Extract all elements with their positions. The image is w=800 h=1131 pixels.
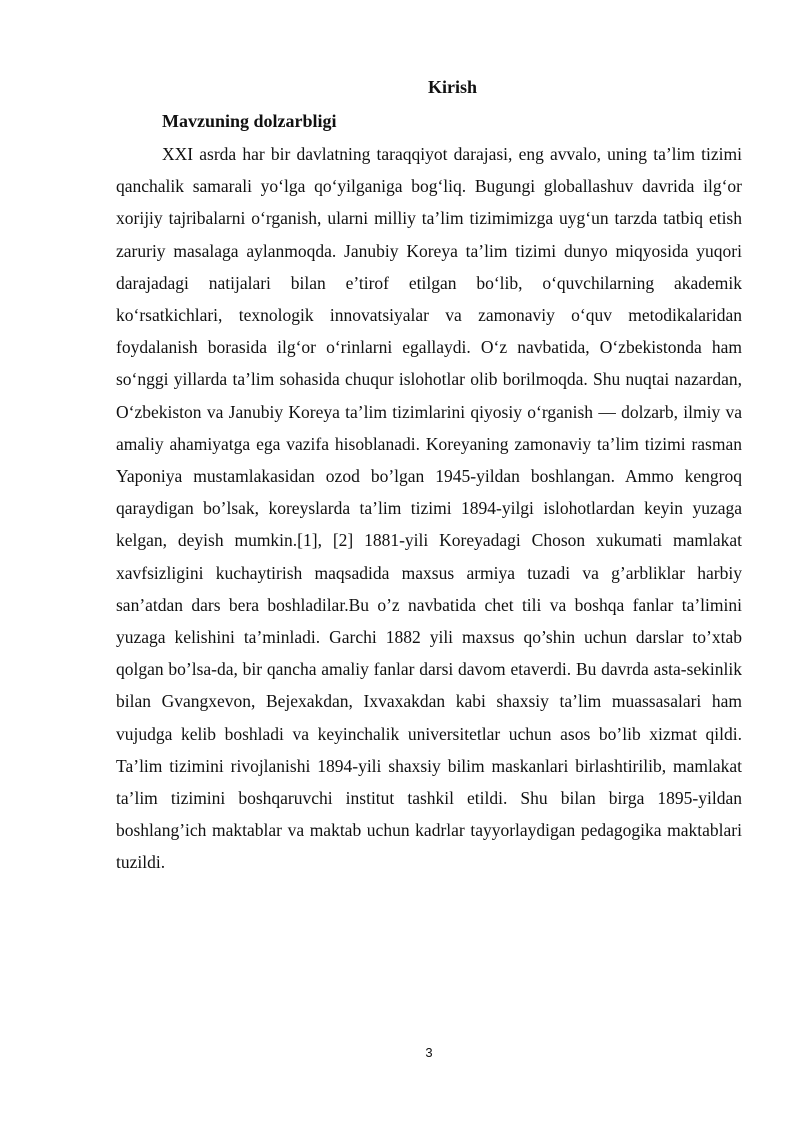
body-paragraph: XXI asrda har bir davlatning taraqqiyot darajasi, eng avvalo, uning ta’lim tizimi qanchalik samarali yo‘lga qo‘yilganiga bog‘liq. Bugungi globallashuv davrida ilg‘or xorijiy tajribalarni o‘rganish, ularni milliy ta’lim tizimimizga uyg‘un tarzda tatbiq etish zaruriy masalaga aylanmoqda. Janubiy Koreya ta’lim tizimi dunyo miqyosida yuqori darajadagi natijalari bilan e’tirof etilgan bo‘lib, o‘quvchilarning akademik ko‘rsatkichlari, texnologik innovatsiyalar va zamonaviy o‘quv metodikalaridan foydalanish borasida ilg‘or o‘rinlarni egallaydi. O‘z navbatida, O‘zbekistonda ham so‘nggi yillarda ta’lim sohasida chuqur islohotlar olib borilmoqda. Shu nuqtai nazardan, O‘zbekiston va Janubiy Koreya ta’lim tizimlarini qiyosiy o‘rganish — dolzarb, ilmiy va amaliy ahamiyatga ega vazifa hisoblanadi. Koreyaning zamonaviy ta’lim tizimi rasman Yaponiya mustamlakasidan ozod bo’lgan 1945-yildan boshlangan. Ammo kengroq qaraydigan bo’lsak, koreyslarda ta’lim tizimi 1894-yilgi islohotlardan keyin yuzaga kelgan, deyish mumkin.[1], [2] 1881-yili Koreyadagi Choson xukumati mamlakat xavfsizligini kuchaytirish maqsadida maxsus armiya tuzadi va g’arbliklar harbiy san’atdan dars bera boshladilar.Bu o’z navbatida chet tili va boshqa fanlar ta’limini yuzaga kelishini ta’minladi. Garchi 1882 yili maxsus qo’shin uchun darslar to’xtab qolgan bo’lsa-da, bir qancha amaliy fanlar darsi davom etaverdi. Bu davrda asta-sekinlik bilan Gvangxevon, Bejexakdan, Ixvaxakdan kabi shaxsiy ta’lim muassasalari ham vujudga kelib boshladi va keyinchalik universitetlar uchun asos bo’lib xizmat qildi. Ta’lim tizimini rivojlanishi 1894-yili shaxsiy bilim maskanlari birlashtirilib, mamlakat ta’lim tizimini boshqaruvchi institut tashkil etildi. Shu bilan birga 1895-yildan boshlang’ich maktablar va maktab uchun kadrlar tayyorlaydigan pedagogika maktablari tuzildi.: [116, 144, 742, 873]
page-number: 3: [425, 1045, 433, 1060]
page-title: Kirish: [427, 77, 477, 97]
section-heading: Mavzuning dolzarbligi: [162, 111, 337, 131]
